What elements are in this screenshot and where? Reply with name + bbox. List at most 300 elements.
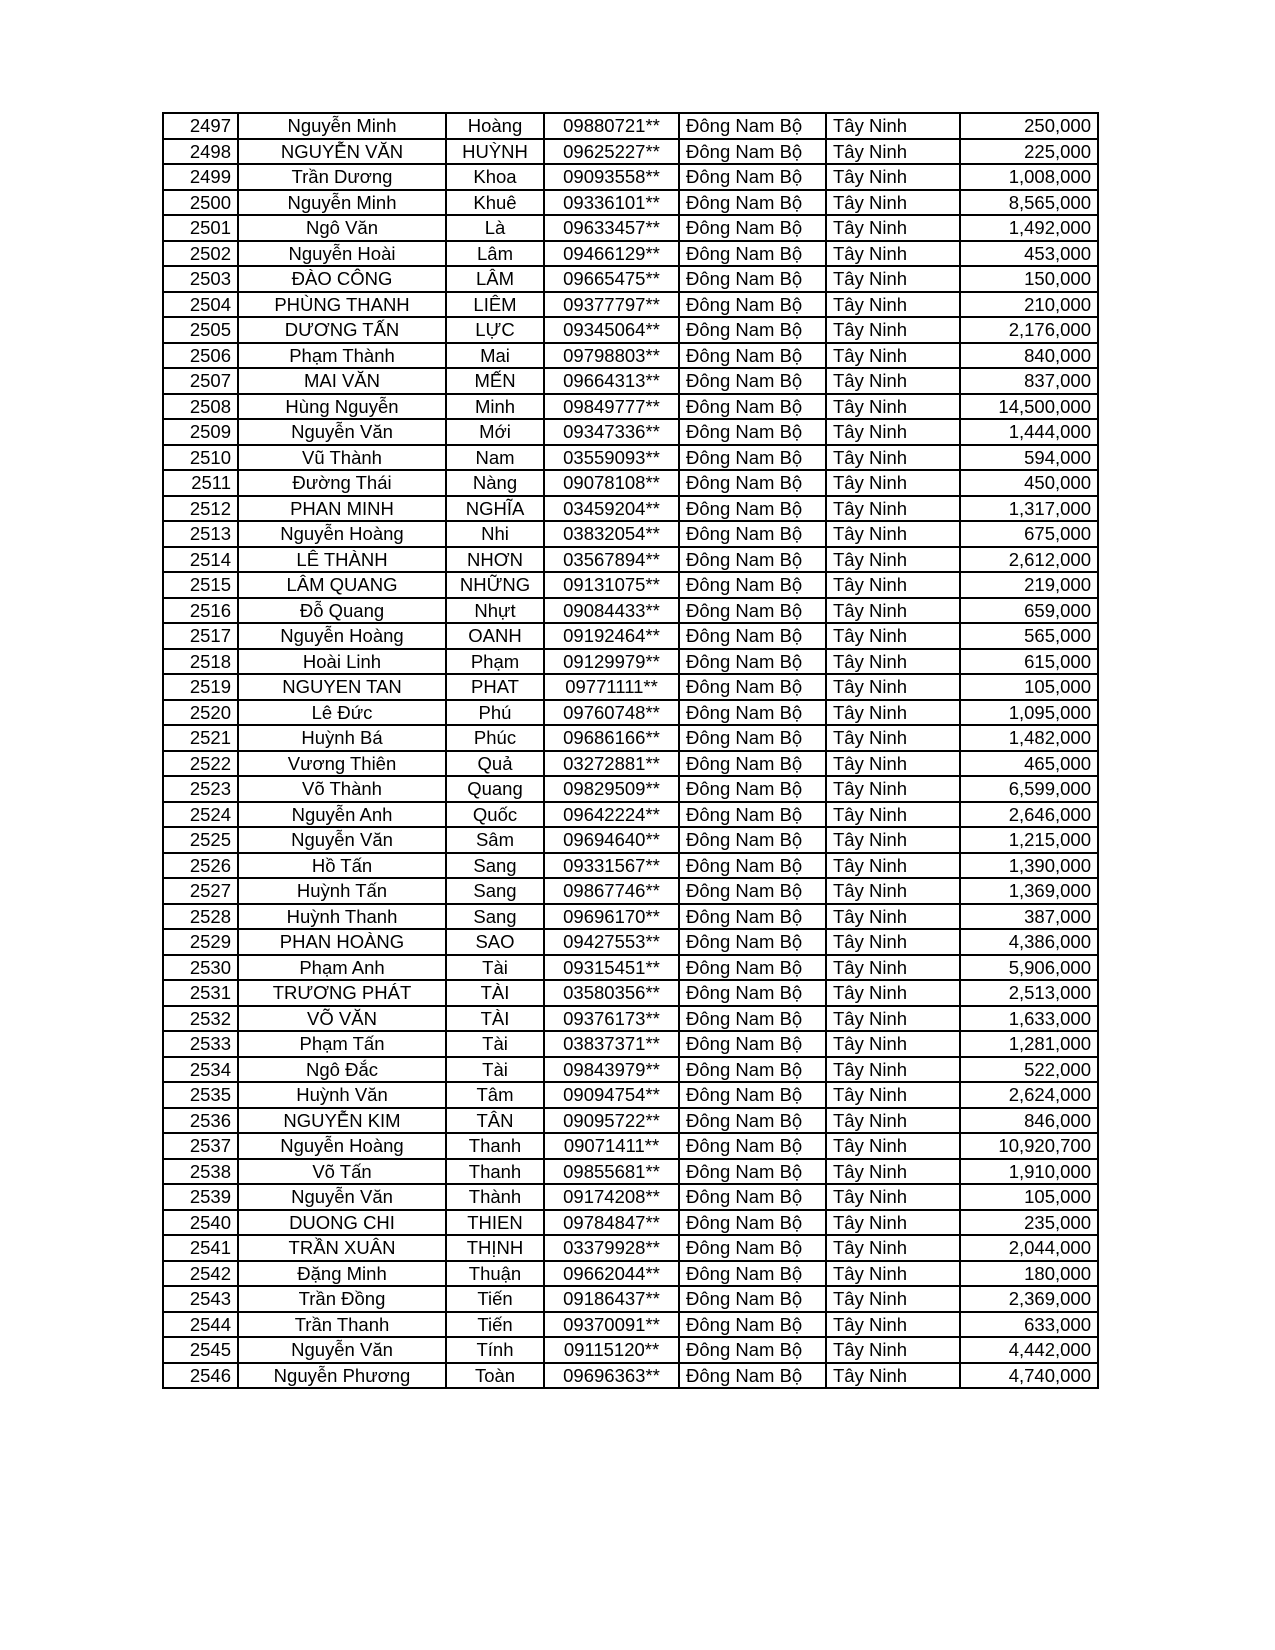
row-number-cell: 2520 bbox=[163, 700, 238, 726]
region-cell: Đông Nam Bộ bbox=[679, 955, 826, 981]
phone-number-cell: 09798803** bbox=[544, 343, 679, 369]
family-middle-name-cell: Nguyễn Hoàng bbox=[238, 1133, 446, 1159]
given-name-cell: MẾN bbox=[446, 368, 544, 394]
amount-cell: 250,000 bbox=[960, 113, 1098, 139]
province-cell: Tây Ninh bbox=[826, 1133, 960, 1159]
province-cell: Tây Ninh bbox=[826, 776, 960, 802]
phone-number-cell: 09078108** bbox=[544, 470, 679, 496]
phone-number-cell: 09662044** bbox=[544, 1261, 679, 1287]
row-number-cell: 2522 bbox=[163, 751, 238, 777]
table-row bbox=[163, 853, 1098, 879]
region-cell: Đông Nam Bộ bbox=[679, 929, 826, 955]
region-cell: Đông Nam Bộ bbox=[679, 751, 826, 777]
row-number-cell: 2510 bbox=[163, 445, 238, 471]
table-row bbox=[163, 649, 1098, 675]
row-number-cell: 2502 bbox=[163, 241, 238, 267]
family-middle-name-cell: Lê Đức bbox=[238, 700, 446, 726]
region-cell: Đông Nam Bộ bbox=[679, 1261, 826, 1287]
province-cell: Tây Ninh bbox=[826, 827, 960, 853]
family-middle-name-cell: Ngô Đắc bbox=[238, 1057, 446, 1083]
amount-cell: 1,317,000 bbox=[960, 496, 1098, 522]
given-name-cell: NHƠN bbox=[446, 547, 544, 573]
phone-number-cell: 09686166** bbox=[544, 725, 679, 751]
row-number-cell: 2526 bbox=[163, 853, 238, 879]
family-middle-name-cell: Trần Đồng bbox=[238, 1286, 446, 1312]
given-name-cell: Thanh bbox=[446, 1133, 544, 1159]
amount-cell: 8,565,000 bbox=[960, 190, 1098, 216]
table-row bbox=[163, 1286, 1098, 1312]
family-middle-name-cell: PHAN HOÀNG bbox=[238, 929, 446, 955]
family-middle-name-cell: DUONG CHI bbox=[238, 1210, 446, 1236]
table-row bbox=[163, 215, 1098, 241]
given-name-cell: Sang bbox=[446, 878, 544, 904]
row-number-cell: 2537 bbox=[163, 1133, 238, 1159]
table-row bbox=[163, 751, 1098, 777]
recipient-table bbox=[162, 112, 1099, 1389]
province-cell: Tây Ninh bbox=[826, 470, 960, 496]
table-row bbox=[163, 317, 1098, 343]
table-row bbox=[163, 1337, 1098, 1363]
phone-number-cell: 03559093** bbox=[544, 445, 679, 471]
province-cell: Tây Ninh bbox=[826, 1363, 960, 1389]
family-middle-name-cell: Huỳnh Văn bbox=[238, 1082, 446, 1108]
family-middle-name-cell: Đặng Minh bbox=[238, 1261, 446, 1287]
row-number-cell: 2523 bbox=[163, 776, 238, 802]
row-number-cell: 2509 bbox=[163, 419, 238, 445]
phone-number-cell: 03837371** bbox=[544, 1031, 679, 1057]
province-cell: Tây Ninh bbox=[826, 955, 960, 981]
given-name-cell: Thanh bbox=[446, 1159, 544, 1185]
phone-number-cell: 09665475** bbox=[544, 266, 679, 292]
province-cell: Tây Ninh bbox=[826, 368, 960, 394]
given-name-cell: NHỮNG bbox=[446, 572, 544, 598]
row-number-cell: 2513 bbox=[163, 521, 238, 547]
phone-number-cell: 09664313** bbox=[544, 368, 679, 394]
family-middle-name-cell: Ngô Văn bbox=[238, 215, 446, 241]
phone-number-cell: 09855681** bbox=[544, 1159, 679, 1185]
given-name-cell: Tiến bbox=[446, 1286, 544, 1312]
phone-number-cell: 03459204** bbox=[544, 496, 679, 522]
region-cell: Đông Nam Bộ bbox=[679, 266, 826, 292]
phone-number-cell: 09880721** bbox=[544, 113, 679, 139]
given-name-cell: LIÊM bbox=[446, 292, 544, 318]
province-cell: Tây Ninh bbox=[826, 725, 960, 751]
province-cell: Tây Ninh bbox=[826, 266, 960, 292]
province-cell: Tây Ninh bbox=[826, 394, 960, 420]
row-number-cell: 2524 bbox=[163, 802, 238, 828]
table-row bbox=[163, 445, 1098, 471]
table-row bbox=[163, 700, 1098, 726]
given-name-cell: Lâm bbox=[446, 241, 544, 267]
region-cell: Đông Nam Bộ bbox=[679, 394, 826, 420]
table-row bbox=[163, 623, 1098, 649]
province-cell: Tây Ninh bbox=[826, 1006, 960, 1032]
row-number-cell: 2534 bbox=[163, 1057, 238, 1083]
table-row bbox=[163, 776, 1098, 802]
amount-cell: 675,000 bbox=[960, 521, 1098, 547]
given-name-cell: Quả bbox=[446, 751, 544, 777]
phone-number-cell: 03379928** bbox=[544, 1235, 679, 1261]
phone-number-cell: 03567894** bbox=[544, 547, 679, 573]
family-middle-name-cell: LÂM QUANG bbox=[238, 572, 446, 598]
amount-cell: 1,492,000 bbox=[960, 215, 1098, 241]
row-number-cell: 2546 bbox=[163, 1363, 238, 1389]
region-cell: Đông Nam Bộ bbox=[679, 904, 826, 930]
amount-cell: 450,000 bbox=[960, 470, 1098, 496]
table-row bbox=[163, 496, 1098, 522]
region-cell: Đông Nam Bộ bbox=[679, 368, 826, 394]
region-cell: Đông Nam Bộ bbox=[679, 1210, 826, 1236]
row-number-cell: 2532 bbox=[163, 1006, 238, 1032]
table-row bbox=[163, 394, 1098, 420]
row-number-cell: 2504 bbox=[163, 292, 238, 318]
region-cell: Đông Nam Bộ bbox=[679, 980, 826, 1006]
family-middle-name-cell: Đường Thái bbox=[238, 470, 446, 496]
province-cell: Tây Ninh bbox=[826, 1286, 960, 1312]
table-row bbox=[163, 266, 1098, 292]
row-number-cell: 2505 bbox=[163, 317, 238, 343]
table-row bbox=[163, 980, 1098, 1006]
amount-cell: 1,444,000 bbox=[960, 419, 1098, 445]
province-cell: Tây Ninh bbox=[826, 139, 960, 165]
table-row bbox=[163, 1261, 1098, 1287]
province-cell: Tây Ninh bbox=[826, 1312, 960, 1338]
family-middle-name-cell: Nguyễn Văn bbox=[238, 1337, 446, 1363]
region-cell: Đông Nam Bộ bbox=[679, 1235, 826, 1261]
family-middle-name-cell: Hoài Linh bbox=[238, 649, 446, 675]
table-row bbox=[163, 827, 1098, 853]
phone-number-cell: 09625227** bbox=[544, 139, 679, 165]
region-cell: Đông Nam Bộ bbox=[679, 164, 826, 190]
row-number-cell: 2519 bbox=[163, 674, 238, 700]
given-name-cell: NGHĨA bbox=[446, 496, 544, 522]
province-cell: Tây Ninh bbox=[826, 241, 960, 267]
phone-number-cell: 09466129** bbox=[544, 241, 679, 267]
table-row bbox=[163, 802, 1098, 828]
row-number-cell: 2542 bbox=[163, 1261, 238, 1287]
amount-cell: 1,215,000 bbox=[960, 827, 1098, 853]
family-middle-name-cell: Nguyễn Hoàng bbox=[238, 623, 446, 649]
amount-cell: 2,369,000 bbox=[960, 1286, 1098, 1312]
province-cell: Tây Ninh bbox=[826, 598, 960, 624]
given-name-cell: Mai bbox=[446, 343, 544, 369]
row-number-cell: 2527 bbox=[163, 878, 238, 904]
province-cell: Tây Ninh bbox=[826, 853, 960, 879]
table-row bbox=[163, 1184, 1098, 1210]
family-middle-name-cell: Võ Thành bbox=[238, 776, 446, 802]
given-name-cell: Nhi bbox=[446, 521, 544, 547]
region-cell: Đông Nam Bộ bbox=[679, 496, 826, 522]
phone-number-cell: 09131075** bbox=[544, 572, 679, 598]
table-row bbox=[163, 1363, 1098, 1389]
phone-number-cell: 09347336** bbox=[544, 419, 679, 445]
row-number-cell: 2507 bbox=[163, 368, 238, 394]
region-cell: Đông Nam Bộ bbox=[679, 1363, 826, 1389]
amount-cell: 1,633,000 bbox=[960, 1006, 1098, 1032]
region-cell: Đông Nam Bộ bbox=[679, 700, 826, 726]
table-row bbox=[163, 1006, 1098, 1032]
row-number-cell: 2516 bbox=[163, 598, 238, 624]
phone-number-cell: 09174208** bbox=[544, 1184, 679, 1210]
row-number-cell: 2541 bbox=[163, 1235, 238, 1261]
row-number-cell: 2498 bbox=[163, 139, 238, 165]
amount-cell: 235,000 bbox=[960, 1210, 1098, 1236]
phone-number-cell: 03832054** bbox=[544, 521, 679, 547]
given-name-cell: Sâm bbox=[446, 827, 544, 853]
amount-cell: 4,386,000 bbox=[960, 929, 1098, 955]
given-name-cell: Thành bbox=[446, 1184, 544, 1210]
amount-cell: 5,906,000 bbox=[960, 955, 1098, 981]
given-name-cell: Khuê bbox=[446, 190, 544, 216]
phone-number-cell: 03580356** bbox=[544, 980, 679, 1006]
family-middle-name-cell: Nguyễn Văn bbox=[238, 1184, 446, 1210]
province-cell: Tây Ninh bbox=[826, 751, 960, 777]
given-name-cell: LÂM bbox=[446, 266, 544, 292]
province-cell: Tây Ninh bbox=[826, 496, 960, 522]
table-row bbox=[163, 164, 1098, 190]
phone-number-cell: 09093558** bbox=[544, 164, 679, 190]
family-middle-name-cell: Hồ Tấn bbox=[238, 853, 446, 879]
family-middle-name-cell: Hùng Nguyễn bbox=[238, 394, 446, 420]
row-number-cell: 2497 bbox=[163, 113, 238, 139]
given-name-cell: Phạm bbox=[446, 649, 544, 675]
phone-number-cell: 09696170** bbox=[544, 904, 679, 930]
table-row bbox=[163, 955, 1098, 981]
region-cell: Đông Nam Bộ bbox=[679, 241, 826, 267]
given-name-cell: Hoàng bbox=[446, 113, 544, 139]
row-number-cell: 2511 bbox=[163, 470, 238, 496]
given-name-cell: Nàng bbox=[446, 470, 544, 496]
region-cell: Đông Nam Bộ bbox=[679, 1286, 826, 1312]
phone-number-cell: 09760748** bbox=[544, 700, 679, 726]
region-cell: Đông Nam Bộ bbox=[679, 1337, 826, 1363]
phone-number-cell: 09696363** bbox=[544, 1363, 679, 1389]
given-name-cell: Nam bbox=[446, 445, 544, 471]
province-cell: Tây Ninh bbox=[826, 1337, 960, 1363]
table-row bbox=[163, 547, 1098, 573]
province-cell: Tây Ninh bbox=[826, 1031, 960, 1057]
province-cell: Tây Ninh bbox=[826, 419, 960, 445]
given-name-cell: Là bbox=[446, 215, 544, 241]
province-cell: Tây Ninh bbox=[826, 215, 960, 241]
amount-cell: 659,000 bbox=[960, 598, 1098, 624]
region-cell: Đông Nam Bộ bbox=[679, 649, 826, 675]
amount-cell: 4,442,000 bbox=[960, 1337, 1098, 1363]
region-cell: Đông Nam Bộ bbox=[679, 1108, 826, 1134]
given-name-cell: HUỲNH bbox=[446, 139, 544, 165]
amount-cell: 2,612,000 bbox=[960, 547, 1098, 573]
family-middle-name-cell: Trần Dương bbox=[238, 164, 446, 190]
given-name-cell: OANH bbox=[446, 623, 544, 649]
phone-number-cell: 09694640** bbox=[544, 827, 679, 853]
amount-cell: 453,000 bbox=[960, 241, 1098, 267]
row-number-cell: 2517 bbox=[163, 623, 238, 649]
amount-cell: 2,176,000 bbox=[960, 317, 1098, 343]
family-middle-name-cell: Phạm Anh bbox=[238, 955, 446, 981]
table-row bbox=[163, 190, 1098, 216]
given-name-cell: Phú bbox=[446, 700, 544, 726]
phone-number-cell: 09867746** bbox=[544, 878, 679, 904]
province-cell: Tây Ninh bbox=[826, 1210, 960, 1236]
province-cell: Tây Ninh bbox=[826, 929, 960, 955]
region-cell: Đông Nam Bộ bbox=[679, 1006, 826, 1032]
table-row bbox=[163, 139, 1098, 165]
given-name-cell: Minh bbox=[446, 394, 544, 420]
table-row bbox=[163, 343, 1098, 369]
phone-number-cell: 09427553** bbox=[544, 929, 679, 955]
row-number-cell: 2508 bbox=[163, 394, 238, 420]
amount-cell: 633,000 bbox=[960, 1312, 1098, 1338]
given-name-cell: Khoa bbox=[446, 164, 544, 190]
region-cell: Đông Nam Bộ bbox=[679, 419, 826, 445]
amount-cell: 180,000 bbox=[960, 1261, 1098, 1287]
phone-number-cell: 09771111** bbox=[544, 674, 679, 700]
amount-cell: 219,000 bbox=[960, 572, 1098, 598]
region-cell: Đông Nam Bộ bbox=[679, 292, 826, 318]
phone-number-cell: 09849777** bbox=[544, 394, 679, 420]
row-number-cell: 2515 bbox=[163, 572, 238, 598]
region-cell: Đông Nam Bộ bbox=[679, 1082, 826, 1108]
phone-number-cell: 09094754** bbox=[544, 1082, 679, 1108]
given-name-cell: Quang bbox=[446, 776, 544, 802]
table-row bbox=[163, 725, 1098, 751]
given-name-cell: Nhựt bbox=[446, 598, 544, 624]
given-name-cell: Tài bbox=[446, 1031, 544, 1057]
province-cell: Tây Ninh bbox=[826, 1159, 960, 1185]
row-number-cell: 2525 bbox=[163, 827, 238, 853]
phone-number-cell: 09192464** bbox=[544, 623, 679, 649]
family-middle-name-cell: Nguyễn Phương bbox=[238, 1363, 446, 1389]
table-row bbox=[163, 113, 1098, 139]
region-cell: Đông Nam Bộ bbox=[679, 190, 826, 216]
family-middle-name-cell: PHÙNG THANH bbox=[238, 292, 446, 318]
region-cell: Đông Nam Bộ bbox=[679, 113, 826, 139]
province-cell: Tây Ninh bbox=[826, 649, 960, 675]
table-row bbox=[163, 1210, 1098, 1236]
given-name-cell: TÀI bbox=[446, 1006, 544, 1032]
row-number-cell: 2544 bbox=[163, 1312, 238, 1338]
row-number-cell: 2530 bbox=[163, 955, 238, 981]
row-number-cell: 2528 bbox=[163, 904, 238, 930]
amount-cell: 4,740,000 bbox=[960, 1363, 1098, 1389]
region-cell: Đông Nam Bộ bbox=[679, 1312, 826, 1338]
table-row bbox=[163, 904, 1098, 930]
family-middle-name-cell: Vương Thiên bbox=[238, 751, 446, 777]
family-middle-name-cell: Huỳnh Bá bbox=[238, 725, 446, 751]
province-cell: Tây Ninh bbox=[826, 445, 960, 471]
family-middle-name-cell: Nguyễn Văn bbox=[238, 419, 446, 445]
region-cell: Đông Nam Bộ bbox=[679, 139, 826, 165]
phone-number-cell: 09129979** bbox=[544, 649, 679, 675]
family-middle-name-cell: Nguyễn Hoài bbox=[238, 241, 446, 267]
phone-number-cell: 09376173** bbox=[544, 1006, 679, 1032]
amount-cell: 2,044,000 bbox=[960, 1235, 1098, 1261]
region-cell: Đông Nam Bộ bbox=[679, 776, 826, 802]
table-row bbox=[163, 1108, 1098, 1134]
region-cell: Đông Nam Bộ bbox=[679, 470, 826, 496]
row-number-cell: 2545 bbox=[163, 1337, 238, 1363]
family-middle-name-cell: VÕ VĂN bbox=[238, 1006, 446, 1032]
family-middle-name-cell: NGUYỄN KIM bbox=[238, 1108, 446, 1134]
family-middle-name-cell: DƯƠNG TẤN bbox=[238, 317, 446, 343]
province-cell: Tây Ninh bbox=[826, 904, 960, 930]
region-cell: Đông Nam Bộ bbox=[679, 623, 826, 649]
phone-number-cell: 09186437** bbox=[544, 1286, 679, 1312]
phone-number-cell: 09784847** bbox=[544, 1210, 679, 1236]
row-number-cell: 2499 bbox=[163, 164, 238, 190]
row-number-cell: 2506 bbox=[163, 343, 238, 369]
table-row bbox=[163, 1235, 1098, 1261]
amount-cell: 1,008,000 bbox=[960, 164, 1098, 190]
province-cell: Tây Ninh bbox=[826, 878, 960, 904]
amount-cell: 1,482,000 bbox=[960, 725, 1098, 751]
family-middle-name-cell: TRẦN XUÂN bbox=[238, 1235, 446, 1261]
province-cell: Tây Ninh bbox=[826, 317, 960, 343]
province-cell: Tây Ninh bbox=[826, 113, 960, 139]
family-middle-name-cell: Trần Thanh bbox=[238, 1312, 446, 1338]
family-middle-name-cell: Phạm Thành bbox=[238, 343, 446, 369]
family-middle-name-cell: MAI VĂN bbox=[238, 368, 446, 394]
region-cell: Đông Nam Bộ bbox=[679, 598, 826, 624]
table-row bbox=[163, 598, 1098, 624]
table-row bbox=[163, 292, 1098, 318]
phone-number-cell: 09829509** bbox=[544, 776, 679, 802]
province-cell: Tây Ninh bbox=[826, 547, 960, 573]
given-name-cell: TÀI bbox=[446, 980, 544, 1006]
given-name-cell: Sang bbox=[446, 853, 544, 879]
amount-cell: 846,000 bbox=[960, 1108, 1098, 1134]
region-cell: Đông Nam Bộ bbox=[679, 1184, 826, 1210]
phone-number-cell: 09345064** bbox=[544, 317, 679, 343]
row-number-cell: 2500 bbox=[163, 190, 238, 216]
family-middle-name-cell: TRƯƠNG PHÁT bbox=[238, 980, 446, 1006]
region-cell: Đông Nam Bộ bbox=[679, 521, 826, 547]
family-middle-name-cell: PHAN MINH bbox=[238, 496, 446, 522]
family-middle-name-cell: Nguyễn Hoàng bbox=[238, 521, 446, 547]
phone-number-cell: 09377797** bbox=[544, 292, 679, 318]
given-name-cell: TÂN bbox=[446, 1108, 544, 1134]
table-row bbox=[163, 521, 1098, 547]
province-cell: Tây Ninh bbox=[826, 1235, 960, 1261]
given-name-cell: Mới bbox=[446, 419, 544, 445]
amount-cell: 522,000 bbox=[960, 1057, 1098, 1083]
region-cell: Đông Nam Bộ bbox=[679, 572, 826, 598]
row-number-cell: 2533 bbox=[163, 1031, 238, 1057]
region-cell: Đông Nam Bộ bbox=[679, 878, 826, 904]
amount-cell: 1,369,000 bbox=[960, 878, 1098, 904]
given-name-cell: Quốc bbox=[446, 802, 544, 828]
region-cell: Đông Nam Bộ bbox=[679, 547, 826, 573]
given-name-cell: Tài bbox=[446, 955, 544, 981]
row-number-cell: 2535 bbox=[163, 1082, 238, 1108]
table-row bbox=[163, 241, 1098, 267]
amount-cell: 14,500,000 bbox=[960, 394, 1098, 420]
table-row bbox=[163, 1133, 1098, 1159]
phone-number-cell: 09642224** bbox=[544, 802, 679, 828]
row-number-cell: 2518 bbox=[163, 649, 238, 675]
table-row bbox=[163, 674, 1098, 700]
table-row bbox=[163, 368, 1098, 394]
amount-cell: 837,000 bbox=[960, 368, 1098, 394]
given-name-cell: Thuận bbox=[446, 1261, 544, 1287]
family-middle-name-cell: LÊ THÀNH bbox=[238, 547, 446, 573]
amount-cell: 1,281,000 bbox=[960, 1031, 1098, 1057]
table-row bbox=[163, 419, 1098, 445]
family-middle-name-cell: Vũ Thành bbox=[238, 445, 446, 471]
province-cell: Tây Ninh bbox=[826, 1184, 960, 1210]
region-cell: Đông Nam Bộ bbox=[679, 1057, 826, 1083]
region-cell: Đông Nam Bộ bbox=[679, 1159, 826, 1185]
